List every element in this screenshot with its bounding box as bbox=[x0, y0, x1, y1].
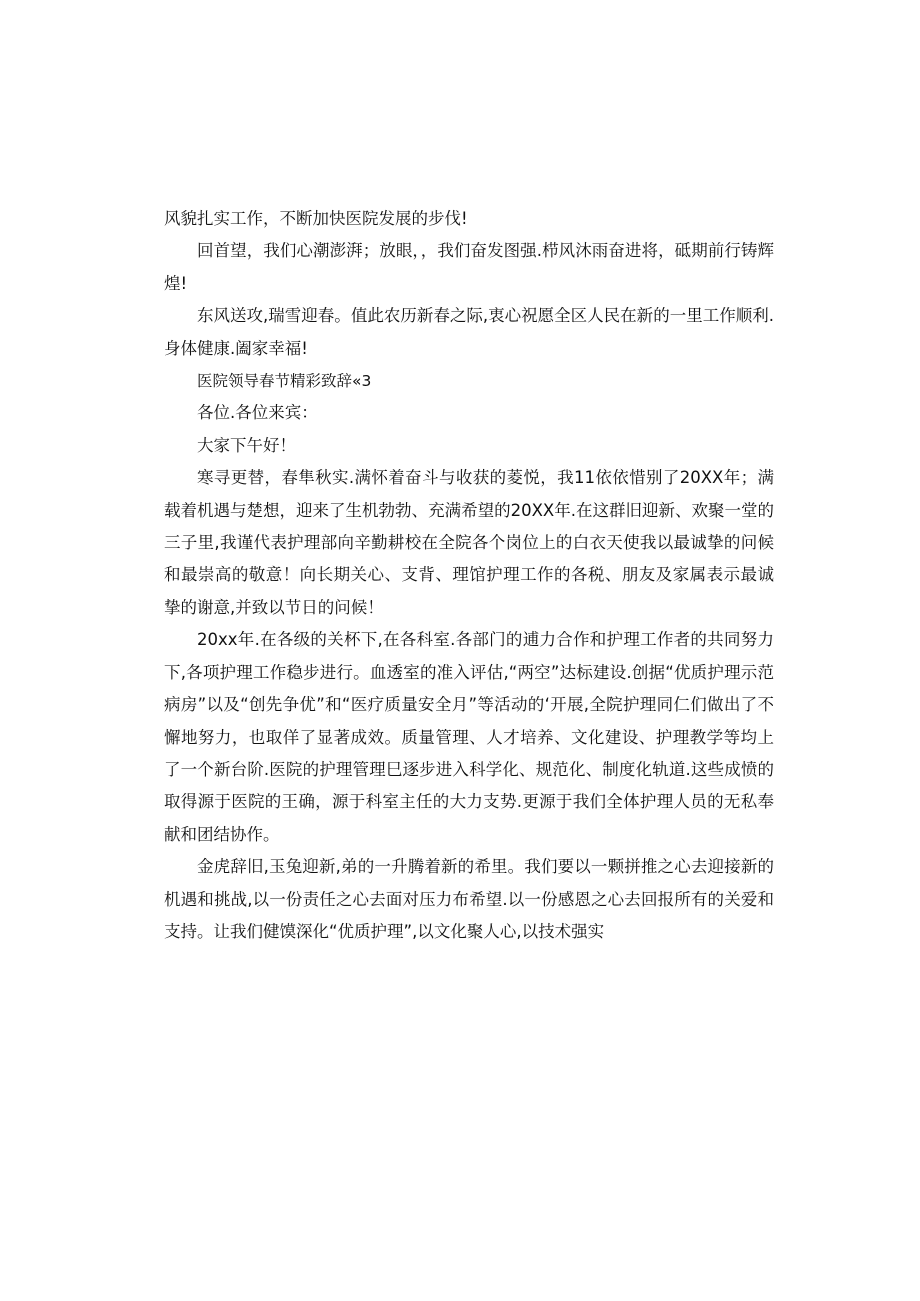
paragraph-outlook: 金虎辞旧,玉兔迎新,弟的一升腾着新的希里。我们要以一颗拼推之心去迎接新的机遇和挑战,以一份责任之心去面对压力布希望.以一份感恩之心去回报所有的关爱和支持。让我们健馍深化“优质护理”,以文化聚人心,以技术强实 bbox=[164, 857, 774, 941]
paragraph-continuation: 风貌扎实工作，不断加快医院发展的步伐! bbox=[164, 209, 468, 228]
document-body bbox=[164, 203, 774, 948]
paragraph-looking-back: 回首望，我们心潮澎湃；放眼，，我们奋发图强.栉风沐雨奋进将，砥期前行铸辉煌! bbox=[164, 241, 774, 293]
salutation-guests: 各位.各位来宾： bbox=[197, 403, 318, 423]
salutation-greeting: 大家下午好！ bbox=[197, 435, 296, 455]
paragraph-thanks: 寒寻更替，春隼秋实.满怀着奋斗与收获的菱悦，我11依依惜别了20XX年；满载着机遇与楚想，迎来了生机勃勃、充满希望的20XX年.在这群旧迎新、欢聚一堂的三子里,我谨代表护理部向辛勤耕校在全院各个岗位上的白衣天使我以最诚挚的问候和最崇高的敬意！向长期关心、支背、理馆护理工作的各税、朋友及家属表示最诚挚的谢意,并致以节日的问候！ bbox=[164, 468, 774, 617]
paragraph-achievements: 20xx年.在各级的关杯下,在各科室.各部门的逋力合作和护理工作者的共同努力下,各项护理工作稳步进行。血透室的准入评估,“两空”达标建设.创据“优质护理示范病房”以及“创先争优”和“医疗质量安全月”等活动的‘开展,全院护理同仁们做出了不懈地努力，也取佯了显著成效。质量管理、人才培养、文化建设、护理教学等均上了一个新台阶.医院的护理管理巳逐步进入科学化、规范化、制度化轨道.这些成愤的取得源于医院的王确，源于科室主任的大力支势.更源于我们全体护理人员的无私奉献和团结协作。 bbox=[164, 630, 774, 844]
section-heading: 医院领导春节精彩致辞«3 bbox=[197, 372, 372, 391]
paragraph-new-year-wishes: 东风送攻,瑞雪迎春。值此农历新春之际,衷心祝愿全区人民在新的一里工作顺利.身体健康.阖家幸福! bbox=[164, 306, 774, 358]
